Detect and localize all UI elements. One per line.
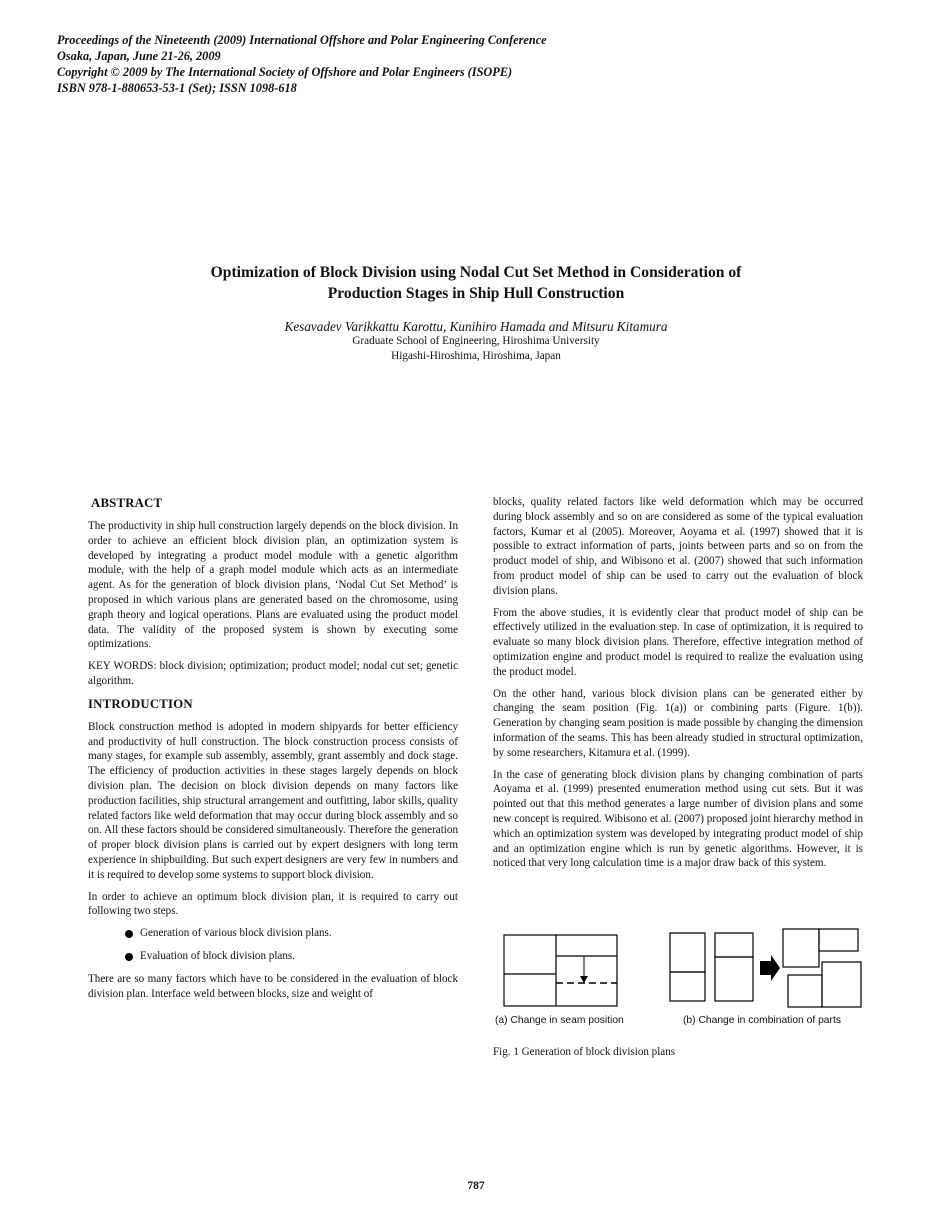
part-4 [715,957,753,1001]
part-1 [670,933,705,972]
list-item-text: Generation of various block division plans. [140,927,332,940]
arrow-right-icon [760,955,780,981]
seam-arrow-head [580,976,588,983]
page-number: 787 [467,1180,485,1192]
abstract-heading: ABSTRACT [91,496,163,510]
keywords: KEY WORDS: block division; optimization; product model; nodal cut set; genetic algorithm. [88,660,458,687]
right-paragraph-3: On the other hand, various block division plans can be generated either by changing the seam position (Fig. 1(a)) or combining parts (Figure. 1(b)). Generation by changing seam position is made possible by changing the dimension information of the seams. This has been already studied in structural optimization, by some researchers, Kitamura et al. (1999). [493,687,863,759]
figure-1-diagram [493,926,873,1016]
intro-paragraph-3: There are so many factors which have to be considered in the evaluation of block division plan. Interface weld between blocks, size and weight of [88,972,458,1000]
authors: Kesavadev Varikkattu Karottu, Kunihiro Hamada and Mitsuru Kitamura [284,319,668,334]
title-line-1: Optimization of Block Division using Nodal Cut Set Method in Consideration of [210,264,742,281]
affiliation-line-1: Graduate School of Engineering, Hiroshima University [352,335,600,347]
figure-label-a: (a) Change in seam position [495,1015,624,1026]
list-item [88,949,458,964]
header-line: Copyright © 2009 by The International Society of Offshore and Polar Engineers (ISOPE) [57,65,513,79]
introduction-heading: INTRODUCTION [88,696,193,711]
right-column [493,495,863,878]
right-paragraph-4: In the case of generating block division plans by changing combination of parts Aoyama et al. (1999) presented enumeration method using cut sets. But it was pointed out that this method generates a large number of division plans and some new concept is required. Wibisono et al. (2007) proposed joint hierarchy method in which an optimization system was developed by integrating product model of ship and an optimization engine which is run by genetic algorithms. However, it is noticed that very long calculation time is a major draw back of this system. [493,768,863,870]
right-paragraph-1: blocks, quality related factors like weld deformation which may be occurred during block assembly and so on are considered as some of the typical evaluation factors, Kumar et al (2005). Moreover, Aoyama et al. (1997) showed that it is possible to extract information of parts, joints between parts and so on from the product model of ship, and Wibisono et al. (2007) showed that such information from product model of ship can be used to carry out the evaluation of block division plans. [493,496,863,597]
title-line-2: Production Stages in Ship Hull Construction [327,285,625,302]
part-2 [670,972,705,1001]
left-column [88,495,458,1008]
block-outline-a [504,935,617,1006]
affiliation-line-2: Higashi-Hiroshima, Hiroshima, Japan [391,350,561,362]
intro-paragraph-1: Block construction method is adopted in modern shipyards for better efficiency and productivity of hull construction. The block construction process consists of many stages, for example sub assembly, assembly, grant assembly and dock stage. The efficiency of production activities in these stages largely depends on block division plan. The decision on block division depends on many factors like production facilities, ship structural arrangement and outfitting, labor skills, quality related factors like weld deformation that may occur during block assembly and so on. All these factors should be considered simultaneously. Therefore the generation of proper block division plans is carried out by expert designers with long term experience in shipbuilding. But such expert designers are very few in numbers and it is required to develop some systems to support block division. [88,720,458,881]
abstract-text: The productivity in ship hull construction largely depends on the block division. In order to achieve an efficient block division plan, an optimization system is developed by integrating a product model module with a genetic algorithm module, with the help of a graph model module which acts as an intermediate agent. As for the generation of block division plans, ‘Nodal Cut Set Method’ is proposed in which various plans are generated based on the chromosome, using graph theory and logical operations. Plans are evaluated using the product model data. The validity of the proposed system is shown by executing some optimizations. [88,520,458,651]
bullet-icon [125,953,133,961]
proceedings-header [57,32,857,96]
combined-block-4 [822,962,861,1007]
combined-block-1 [783,929,819,967]
paper-title [120,262,832,304]
header-line: ISBN 978-1-880653-53-1 (Set); ISSN 1098-618 [57,81,297,95]
figure-caption: Fig. 1 Generation of block division plans [493,1046,676,1058]
bullet-icon [125,930,133,938]
figure-label-b: (b) Change in combination of parts [683,1015,841,1026]
combined-block-3 [788,975,822,1007]
header-line: Proceedings of the Nineteenth (2009) International Offshore and Polar Engineering Conference [57,33,547,47]
steps-list [88,926,458,964]
header-line: Osaka, Japan, June 21-26, 2009 [57,49,221,63]
right-paragraph-2: From the above studies, it is evidently clear that product model of ship can be effectively utilized in the evaluation step. In case of optimization, it is required to evaluate so many block division plans. Therefore, effective integration method of optimization engine and product model is required to realize the evaluation using the product model. [493,606,863,678]
list-item [88,926,458,941]
combined-block-2 [819,929,858,951]
figure-1 [493,926,873,1066]
intro-paragraph-2: In order to achieve an optimum block division plan, it is required to carry out following two steps. [88,890,458,918]
part-3 [715,933,753,957]
list-item-text: Evaluation of block division plans. [140,949,295,962]
